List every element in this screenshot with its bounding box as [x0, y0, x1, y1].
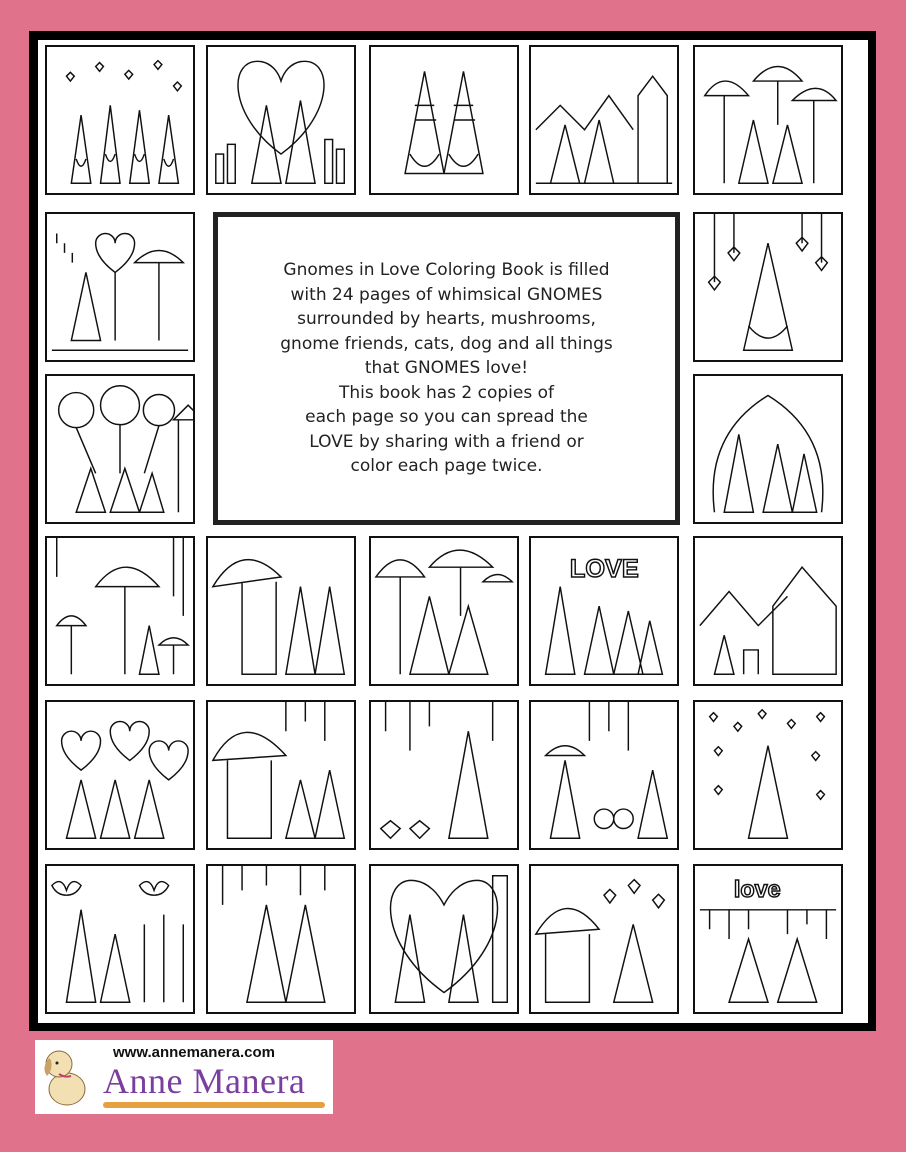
- thumbnail-two-gnomes: [369, 45, 519, 195]
- thumbnail-gnomes-heart-balloons: [45, 700, 195, 850]
- brand-name: Anne Manera: [103, 1061, 306, 1101]
- thumbnail-gnomes-mushrooms: [693, 45, 843, 195]
- thumbnail-gnomes-mushroom-house: [206, 536, 356, 686]
- love-title-upper: LOVE: [569, 554, 639, 583]
- description-line: color each page twice.: [350, 456, 543, 477]
- thumbnail-gnomes-candles-heart: [206, 45, 356, 195]
- dog-icon: [37, 1044, 99, 1110]
- thumbnail-gnome-group-hearts: [45, 45, 195, 195]
- brand-logo[interactable]: [35, 1040, 333, 1114]
- thumbnail-gnomes-houses-mountains: [529, 45, 679, 195]
- thumbnail-two-gnomes-hanging-hearts: [206, 864, 356, 1014]
- brand-swoosh: [103, 1102, 325, 1108]
- thumbnail-gnome-cottage: [693, 536, 843, 686]
- thumbnail-love-gnomes-tree: [529, 536, 679, 686]
- thumbnail-gnomes-balloons-birdhouse: [45, 374, 195, 524]
- thumbnail-gnome-hanging-hearts: [693, 212, 843, 362]
- thumbnail-gnome-mushroom-house-hearts: [529, 864, 679, 1014]
- thumbnail-gnome-floating-hearts: [369, 700, 519, 850]
- description-line: surrounded by hearts, mushrooms,: [297, 309, 596, 330]
- thumbnail-gnomes-mushroom-forest: [369, 536, 519, 686]
- thumbnail-gnomes-mushrooms-hanging-hearts: [45, 536, 195, 686]
- love-title-lower: love: [733, 876, 781, 903]
- description-line: with 24 pages of whimsical GNOMES: [290, 284, 603, 305]
- thumbnail-gnomes-butterflies-tulips: [45, 864, 195, 1014]
- thumbnail-gnomes-cats-dog: [529, 700, 679, 850]
- description-text: [280, 258, 613, 479]
- thumbnail-gnome-heart-trees-music: [45, 212, 195, 362]
- description-line: Gnomes in Love Coloring Book is filled: [283, 260, 610, 281]
- thumbnail-gnomes-heart-love-vertical: [369, 864, 519, 1014]
- description-line: that GNOMES love!: [364, 358, 529, 379]
- description-line: LOVE by sharing with a friend or: [309, 431, 584, 452]
- description-box: [213, 212, 680, 525]
- description-line: This book has 2 copies of: [338, 382, 555, 403]
- thumbnail-love-two-gnomes: [693, 864, 843, 1014]
- thumbnail-gnomes-mushroom-cottage: [206, 700, 356, 850]
- website-url[interactable]: www.annemanera.com: [113, 1044, 275, 1061]
- thumbnail-gnomes-under-tree: [693, 374, 843, 524]
- thumbnail-gnome-many-hearts: [693, 700, 843, 850]
- description-line: each page so you can spread the: [305, 407, 588, 428]
- description-line: gnome friends, cats, dog and all things: [280, 333, 613, 354]
